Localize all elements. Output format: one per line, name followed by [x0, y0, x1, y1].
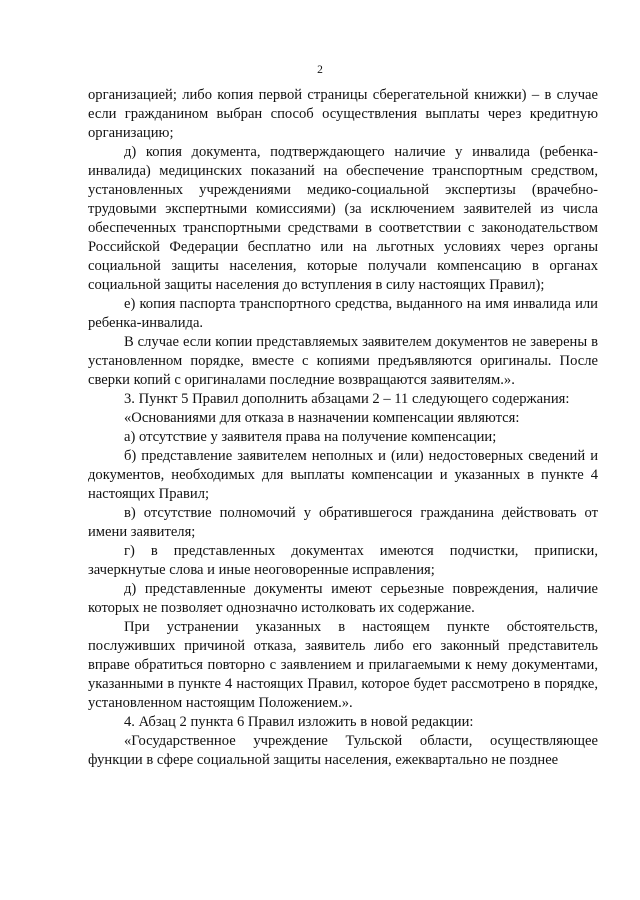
paragraph-refusal-b: б) представление заявителем неполных и (или) недостоверных сведений и документов, необходимых для выплаты компенсации и указанных в пункте 4 настоящих Правил; — [88, 448, 598, 502]
paragraph-state-institution: «Государственное учреждение Тульской области, осуществляющее функции в сфере социальной защиты населения, ежеквартально не позднее — [88, 733, 598, 768]
paragraph-refusal-a: а) отсутствие у заявителя права на получение компенсации; — [124, 429, 497, 445]
paragraph-point-3: 3. Пункт 5 Правил дополнить абзацами 2 – 11 следующего содержания: — [124, 391, 570, 407]
paragraph-continuation: организацией; либо копия первой страницы сберегательной книжки) – в случае если гражданином выбран способ осуществления выплаты через кредитную организацию; — [88, 87, 598, 141]
paragraph-copies-originals: В случае если копии представляемых заявителем документов не заверены в установленном порядке, вместе с копиями предъявляются оригиналы. После сверки копий с оригиналами последние возвращаются заявителям.». — [88, 334, 598, 388]
paragraph-point-4: 4. Абзац 2 пункта 6 Правил изложить в новой редакции: — [124, 714, 474, 730]
paragraph-item-d-medical: д) копия документа, подтверждающего наличие у инвалида (ребенка-инвалида) медицинских показаний на обеспечение транспортным средством, установленных учреждениями медико-социальной экспертизы (врачебно-трудовыми экспертными комиссиями) (за исключением заявителей из числа обеспеченных транспортными средствами в соответствии с законодательством Российской Федерации бесплатно или на льготных условиях через органы социальной защиты населения, которые получали компенсацию в органах социальной защиты населения до вступления в силу настоящих Правил); — [88, 144, 598, 293]
paragraph-refusal-grounds: «Основаниями для отказа в назначении компенсации являются: — [124, 410, 520, 426]
paragraph-refusal-d: д) представленные документы имеют серьезные повреждения, наличие которых не позволяет однозначно истолковать их содержание. — [88, 581, 598, 616]
paragraph-item-e-passport: е) копия паспорта транспортного средства, выданного на имя инвалида или ребенка-инвалида. — [88, 296, 598, 331]
paragraph-refusal-g: г) в представленных документах имеются подчистки, приписки, зачеркнутые слова и иные неоговоренные исправления; — [88, 543, 598, 578]
page-number: 2 — [317, 64, 323, 76]
paragraph-reapply: При устранении указанных в настоящем пункте обстоятельств, послуживших причиной отказа, заявитель либо его законный представитель вправе обратиться повторно с заявлением и прилагаемыми к нему документами, указанными в пункте 4 настоящих Правил, которое будет рассмотрено в порядке, установленном настоящим Положением.». — [88, 619, 598, 711]
document-body — [88, 86, 598, 770]
paragraph-refusal-v: в) отсутствие полномочий у обратившегося гражданина действовать от имени заявителя; — [88, 505, 598, 540]
